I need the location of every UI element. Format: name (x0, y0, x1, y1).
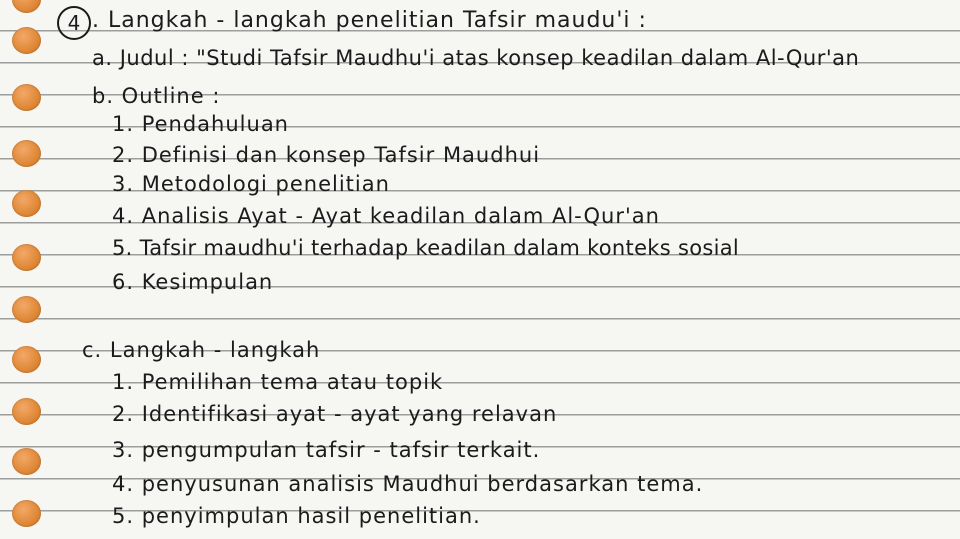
binder-hole (12, 190, 41, 217)
binder-hole (12, 296, 41, 323)
section-title: . Langkah - langkah penelitian Tafsir maudu'i : (92, 8, 647, 33)
outline-item: 3. Metodologi penelitian (112, 172, 390, 196)
steps-item: 5. penyimpulan hasil penelitian. (112, 504, 481, 528)
outline-item: 2. Definisi dan konsep Tafsir Maudhui (112, 143, 541, 167)
binder-hole (12, 448, 41, 475)
binder-holes (12, 0, 48, 539)
steps-heading: c. Langkah - langkah (82, 338, 321, 362)
binder-hole (12, 346, 41, 373)
steps-item: 1. Pemilihan tema atau topik (112, 370, 444, 394)
section-number: 4 (57, 6, 91, 40)
binder-hole (12, 0, 41, 13)
outline-heading: b. Outline : (92, 84, 221, 108)
title-a: a. Judul : "Studi Tafsir Maudhu'i atas konsep keadilan dalam Al-Qur'an (92, 46, 860, 70)
steps-item: 4. penyusunan analisis Maudhui berdasarkan tema. (112, 472, 704, 496)
outline-item: 5. Tafsir maudhu'i terhadap keadilan dalam konteks sosial (112, 236, 740, 260)
binder-hole (12, 244, 41, 271)
outline-item: 6. Kesimpulan (112, 270, 274, 294)
outline-item: 1. Pendahuluan (112, 112, 289, 136)
binder-hole (12, 27, 41, 54)
steps-item: 3. pengumpulan tafsir - tafsir terkait. (112, 438, 541, 462)
steps-item: 2. Identifikasi ayat - ayat yang relavan (112, 402, 558, 426)
binder-hole (12, 140, 41, 167)
outline-item: 4. Analisis Ayat - Ayat keadilan dalam Al-Qur'an (112, 204, 660, 228)
binder-hole (12, 84, 41, 111)
binder-hole (12, 500, 41, 527)
binder-hole (12, 398, 41, 425)
